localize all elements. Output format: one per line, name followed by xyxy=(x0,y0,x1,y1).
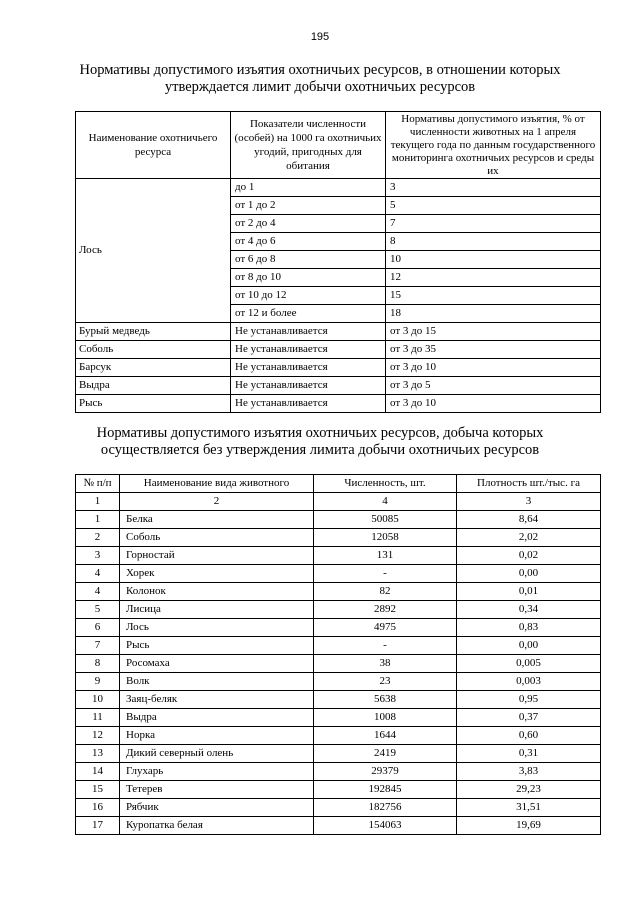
header-number: № п/п xyxy=(76,475,120,493)
row-number-cell: 8 xyxy=(76,655,120,673)
count-cell: от 1 до 2 xyxy=(231,197,386,215)
count-cell: Не устанавливается xyxy=(231,377,386,395)
animal-name-cell: Белка xyxy=(120,511,314,529)
row-number-cell: 11 xyxy=(76,709,120,727)
table-header-row xyxy=(76,475,601,493)
header-norm: Нормативы допустимого изъятия, % от численности животных на 1 апреля текущего года по данным государственного мониторинга охотничьих ресурсов и среды их xyxy=(386,112,601,179)
animal-name-cell: Колонок xyxy=(120,583,314,601)
table-row xyxy=(76,341,601,359)
resource-name-cell: Барсук xyxy=(76,359,231,377)
row-number-cell: 7 xyxy=(76,637,120,655)
animal-name-cell: Дикий северный олень xyxy=(120,745,314,763)
animal-name-cell: Лось xyxy=(120,619,314,637)
limited-resources-table xyxy=(75,111,601,413)
resource-name-cell: Лось xyxy=(76,179,231,323)
table-row xyxy=(76,637,601,655)
density-cell: 0,003 xyxy=(457,673,601,691)
table-row xyxy=(76,709,601,727)
density-cell: 8,64 xyxy=(457,511,601,529)
count-cell: Не устанавливается xyxy=(231,323,386,341)
header-density: Плотность шт./тыс. га xyxy=(457,475,601,493)
count-cell: 1008 xyxy=(314,709,457,727)
density-cell: 0,00 xyxy=(457,637,601,655)
count-cell: Не устанавливается xyxy=(231,341,386,359)
section1-heading xyxy=(60,62,580,96)
density-cell: 0,83 xyxy=(457,619,601,637)
index-cell: 4 xyxy=(314,493,457,511)
animal-name-cell: Хорек xyxy=(120,565,314,583)
density-cell: 2,02 xyxy=(457,529,601,547)
table-row xyxy=(76,745,601,763)
norm-cell: 12 xyxy=(386,269,601,287)
count-cell: 1644 xyxy=(314,727,457,745)
count-cell: 38 xyxy=(314,655,457,673)
animal-name-cell: Горностай xyxy=(120,547,314,565)
index-cell: 2 xyxy=(120,493,314,511)
count-cell: от 4 до 6 xyxy=(231,233,386,251)
animal-name-cell: Выдра xyxy=(120,709,314,727)
table-row xyxy=(76,583,601,601)
norm-cell: 8 xyxy=(386,233,601,251)
row-number-cell: 12 xyxy=(76,727,120,745)
index-cell: 3 xyxy=(457,493,601,511)
count-cell: 131 xyxy=(314,547,457,565)
table-row xyxy=(76,601,601,619)
table-row xyxy=(76,655,601,673)
row-number-cell: 15 xyxy=(76,781,120,799)
header-count: Численность, шт. xyxy=(314,475,457,493)
animal-name-cell: Соболь xyxy=(120,529,314,547)
norm-cell: 15 xyxy=(386,287,601,305)
count-cell: 2892 xyxy=(314,601,457,619)
table-row xyxy=(76,817,601,835)
table-header-row xyxy=(76,112,601,179)
animal-name-cell: Тетерев xyxy=(120,781,314,799)
count-cell: 82 xyxy=(314,583,457,601)
count-cell: до 1 xyxy=(231,179,386,197)
density-cell: 0,02 xyxy=(457,547,601,565)
norm-cell: от 3 до 15 xyxy=(386,323,601,341)
density-cell: 0,005 xyxy=(457,655,601,673)
animal-name-cell: Куропатка белая xyxy=(120,817,314,835)
section2-heading xyxy=(60,425,580,459)
count-cell: 192845 xyxy=(314,781,457,799)
norm-cell: от 3 до 35 xyxy=(386,341,601,359)
animal-name-cell: Глухарь xyxy=(120,763,314,781)
count-cell: 4975 xyxy=(314,619,457,637)
animal-name-cell: Лисица xyxy=(120,601,314,619)
count-cell: 5638 xyxy=(314,691,457,709)
density-cell: 0,60 xyxy=(457,727,601,745)
row-number-cell: 2 xyxy=(76,529,120,547)
resource-name-cell: Бурый медведь xyxy=(76,323,231,341)
animal-name-cell: Норка xyxy=(120,727,314,745)
resource-name-cell: Выдра xyxy=(76,377,231,395)
row-number-cell: 13 xyxy=(76,745,120,763)
count-cell: - xyxy=(314,565,457,583)
norm-cell: 10 xyxy=(386,251,601,269)
row-number-cell: 1 xyxy=(76,511,120,529)
row-number-cell: 3 xyxy=(76,547,120,565)
density-cell: 0,95 xyxy=(457,691,601,709)
table-row xyxy=(76,395,601,413)
count-cell: 23 xyxy=(314,673,457,691)
resource-name-cell: Рысь xyxy=(76,395,231,413)
table-row xyxy=(76,323,601,341)
column-index-row xyxy=(76,493,601,511)
count-cell: от 12 и более xyxy=(231,305,386,323)
count-cell: от 10 до 12 xyxy=(231,287,386,305)
table-row xyxy=(76,529,601,547)
norm-cell: 18 xyxy=(386,305,601,323)
animal-name-cell: Волк xyxy=(120,673,314,691)
count-cell: 29379 xyxy=(314,763,457,781)
section1-heading-line: Нормативы допустимого изъятия охотничьих ресурсов, в отношении которых xyxy=(79,62,561,78)
count-cell: 154063 xyxy=(314,817,457,835)
row-number-cell: 17 xyxy=(76,817,120,835)
table-row xyxy=(76,565,601,583)
count-cell: 50085 xyxy=(314,511,457,529)
animal-name-cell: Рысь xyxy=(120,637,314,655)
header-animal-name: Наименование вида животного xyxy=(120,475,314,493)
row-number-cell: 4 xyxy=(76,583,120,601)
count-cell: Не устанавливается xyxy=(231,395,386,413)
count-cell: 12058 xyxy=(314,529,457,547)
row-number-cell: 14 xyxy=(76,763,120,781)
count-cell: от 2 до 4 xyxy=(231,215,386,233)
table-row xyxy=(76,673,601,691)
density-cell: 3,83 xyxy=(457,763,601,781)
density-cell: 29,23 xyxy=(457,781,601,799)
density-cell: 19,69 xyxy=(457,817,601,835)
count-cell: от 6 до 8 xyxy=(231,251,386,269)
section1-heading-line: утверждается лимит добычи охотничьих ресурсов xyxy=(164,79,476,95)
animal-name-cell: Рябчик xyxy=(120,799,314,817)
unlimited-resources-table xyxy=(75,474,601,835)
norm-cell: от 3 до 10 xyxy=(386,359,601,377)
norm-cell: от 3 до 5 xyxy=(386,377,601,395)
table-row xyxy=(76,179,601,197)
table-row xyxy=(76,359,601,377)
row-number-cell: 10 xyxy=(76,691,120,709)
animal-name-cell: Заяц-беляк xyxy=(120,691,314,709)
density-cell: 0,37 xyxy=(457,709,601,727)
density-cell: 0,00 xyxy=(457,565,601,583)
norm-cell: от 3 до 10 xyxy=(386,395,601,413)
density-cell: 0,01 xyxy=(457,583,601,601)
density-cell: 31,51 xyxy=(457,799,601,817)
row-number-cell: 9 xyxy=(76,673,120,691)
density-cell: 0,34 xyxy=(457,601,601,619)
resource-name-cell: Соболь xyxy=(76,341,231,359)
table-row xyxy=(76,619,601,637)
page-number: 195 xyxy=(310,31,330,43)
count-cell: 2419 xyxy=(314,745,457,763)
table-row xyxy=(76,763,601,781)
table-row xyxy=(76,377,601,395)
header-count: Показатели численности (особей) на 1000 га охотничьих угодий, пригодных для обитания xyxy=(231,112,386,179)
table-row xyxy=(76,547,601,565)
row-number-cell: 5 xyxy=(76,601,120,619)
table-row xyxy=(76,799,601,817)
row-number-cell: 6 xyxy=(76,619,120,637)
count-cell: 182756 xyxy=(314,799,457,817)
norm-cell: 7 xyxy=(386,215,601,233)
animal-name-cell: Росомаха xyxy=(120,655,314,673)
count-cell: от 8 до 10 xyxy=(231,269,386,287)
count-cell: - xyxy=(314,637,457,655)
section2-heading-line: осуществляется без утверждения лимита добычи охотничьих ресурсов xyxy=(100,442,540,458)
index-cell: 1 xyxy=(76,493,120,511)
row-number-cell: 4 xyxy=(76,565,120,583)
table-row xyxy=(76,511,601,529)
header-resource-name: Наименование охотничьего ресурса xyxy=(76,112,231,179)
table-row xyxy=(76,691,601,709)
table-row xyxy=(76,727,601,745)
count-cell: Не устанавливается xyxy=(231,359,386,377)
norm-cell: 5 xyxy=(386,197,601,215)
section2-heading-line: Нормативы допустимого изъятия охотничьих ресурсов, добыча которых xyxy=(96,425,544,441)
density-cell: 0,31 xyxy=(457,745,601,763)
table-row xyxy=(76,781,601,799)
norm-cell: 3 xyxy=(386,179,601,197)
row-number-cell: 16 xyxy=(76,799,120,817)
